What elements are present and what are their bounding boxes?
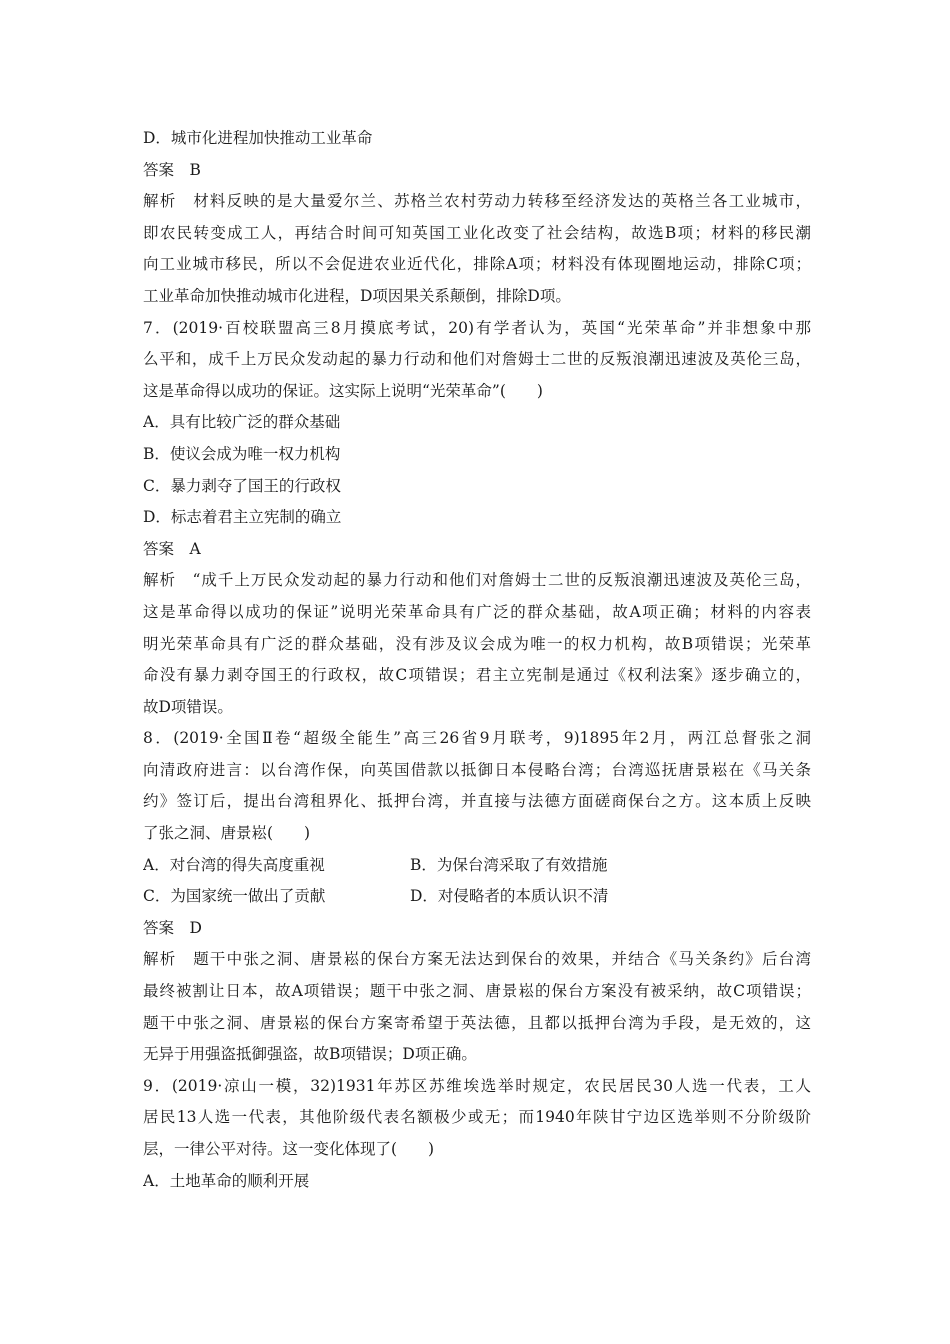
q7-option-c: C．暴力剥夺了国王的行政权 (143, 476, 341, 495)
q8-analysis-line: 最终被割让日本，故A项错误；题干中张之洞、唐景崧的保台方案没有被采纳，故C项错误； (143, 982, 811, 1001)
q8-option-c: C．为国家统一做出了贡献 (143, 887, 326, 906)
document-page (143, 123, 811, 1197)
q7-analysis-line: 解析 “成千上万民众发动起的暴力行动和他们对詹姆士二世的反叛浪潮迅速波及英伦三岛， (143, 571, 811, 590)
q6-analysis-line: 向工业城市移民，所以不会促进农业近代化，排除A项；材料没有体现圈地运动，排除C项； (143, 255, 811, 274)
q6-analysis-line: 即农民转变成工人，再结合时间可知英国工业化改变了社会结构，故选B项；材料的移民潮 (143, 223, 811, 242)
q8-analysis-line: 题干中张之洞、唐景崧的保台方案寄希望于英法德，且都以抵押台湾为手段，是无效的，这 (143, 1013, 811, 1032)
q9-stem-line: 9．(2019·凉山一模，32)1931年苏区苏维埃选举时规定，农民居民30人选一代表，工人 (143, 1076, 811, 1095)
q8-stem-line: 了张之洞、唐景崧( ) (143, 824, 311, 843)
q7-stem-line: 么平和，成千上万民众发动起的暴力行动和他们对詹姆士二世的反叛浪潮迅速波及英伦三岛， (143, 350, 811, 369)
q8-options-row (143, 850, 811, 882)
q6-analysis-line: 工业革命加快推动城市化进程，D项因果关系颠倒，排除D项。 (143, 286, 571, 305)
q7-analysis-line: 命没有暴力剥夺国王的行政权，故C项错误；君主立宪制是通过《权利法案》逐步确立的， (143, 666, 811, 685)
q9-option-a: A．土地革命的顺利开展 (143, 1171, 310, 1190)
q7-analysis-line: 故D项错误。 (143, 697, 233, 716)
q8-stem-line: 约》签订后，提出台湾租界化、抵押台湾，并直接与法德方面磋商保台之方。这本质上反映 (143, 792, 811, 811)
q8-analysis-line: 解析 题干中张之洞、唐景崧的保台方案无法达到保台的效果，并结合《马关条约》后台湾 (143, 950, 811, 969)
q7-stem-line: 这是革命得以成功的保证。这实际上说明“光荣革命”( ) (143, 381, 543, 400)
q8-stem-line: 8．(2019·全国Ⅱ卷“超级全能生”高三26省9月联考，9)1895年2月，两江总督张之洞 (143, 729, 811, 748)
q9-stem-line: 居民13人选一代表，其他阶级代表名额极少或无；而1940年陕甘宁边区选举则不分阶级阶 (143, 1108, 811, 1127)
q6-analysis-line: 解析 材料反映的是大量爱尔兰、苏格兰农村劳动力转移至经济发达的英格兰各工业城市， (143, 192, 811, 211)
q8-option-b: B．为保台湾采取了有效措施 (410, 855, 608, 874)
q8-stem-line: 向清政府进言：以台湾作保，向英国借款以抵御日本侵略台湾；台湾巡抚唐景崧在《马关条 (143, 760, 811, 779)
q6-answer: 答案 B (143, 160, 201, 179)
q6-option-d: D．城市化进程加快推动工业革命 (143, 129, 373, 147)
q7-stem-line: 7．(2019·百校联盟高三8月摸底考试，20)有学者认为，英国“光荣革命”并非想象中那 (143, 318, 811, 337)
q7-answer: 答案 A (143, 539, 201, 558)
q9-stem-line: 层，一律公平对待。这一变化体现了( ) (143, 1140, 435, 1158)
q7-option-a: A．具有比较广泛的群众基础 (143, 413, 341, 432)
q7-option-b: B．使议会成为唯一权力机构 (143, 444, 341, 463)
q7-option-d: D．标志着君主立宪制的确立 (143, 508, 342, 527)
q8-options-row (143, 881, 811, 913)
q8-analysis-line: 无异于用强盗抵御强盗，故B项错误；D项正确。 (143, 1045, 477, 1064)
q8-option-d: D．对侵略者的本质认识不清 (410, 887, 609, 906)
q7-analysis-line: 这是革命得以成功的保证”说明光荣革命具有广泛的群众基础，故A项正确；材料的内容表 (143, 602, 811, 621)
q8-answer: 答案 D (143, 918, 202, 937)
q8-option-a: A．对台湾的得失高度重视 (143, 855, 325, 874)
q7-analysis-line: 明光荣革命具有广泛的群众基础，没有涉及议会成为唯一的权力机构，故B项错误；光荣革 (143, 634, 811, 653)
